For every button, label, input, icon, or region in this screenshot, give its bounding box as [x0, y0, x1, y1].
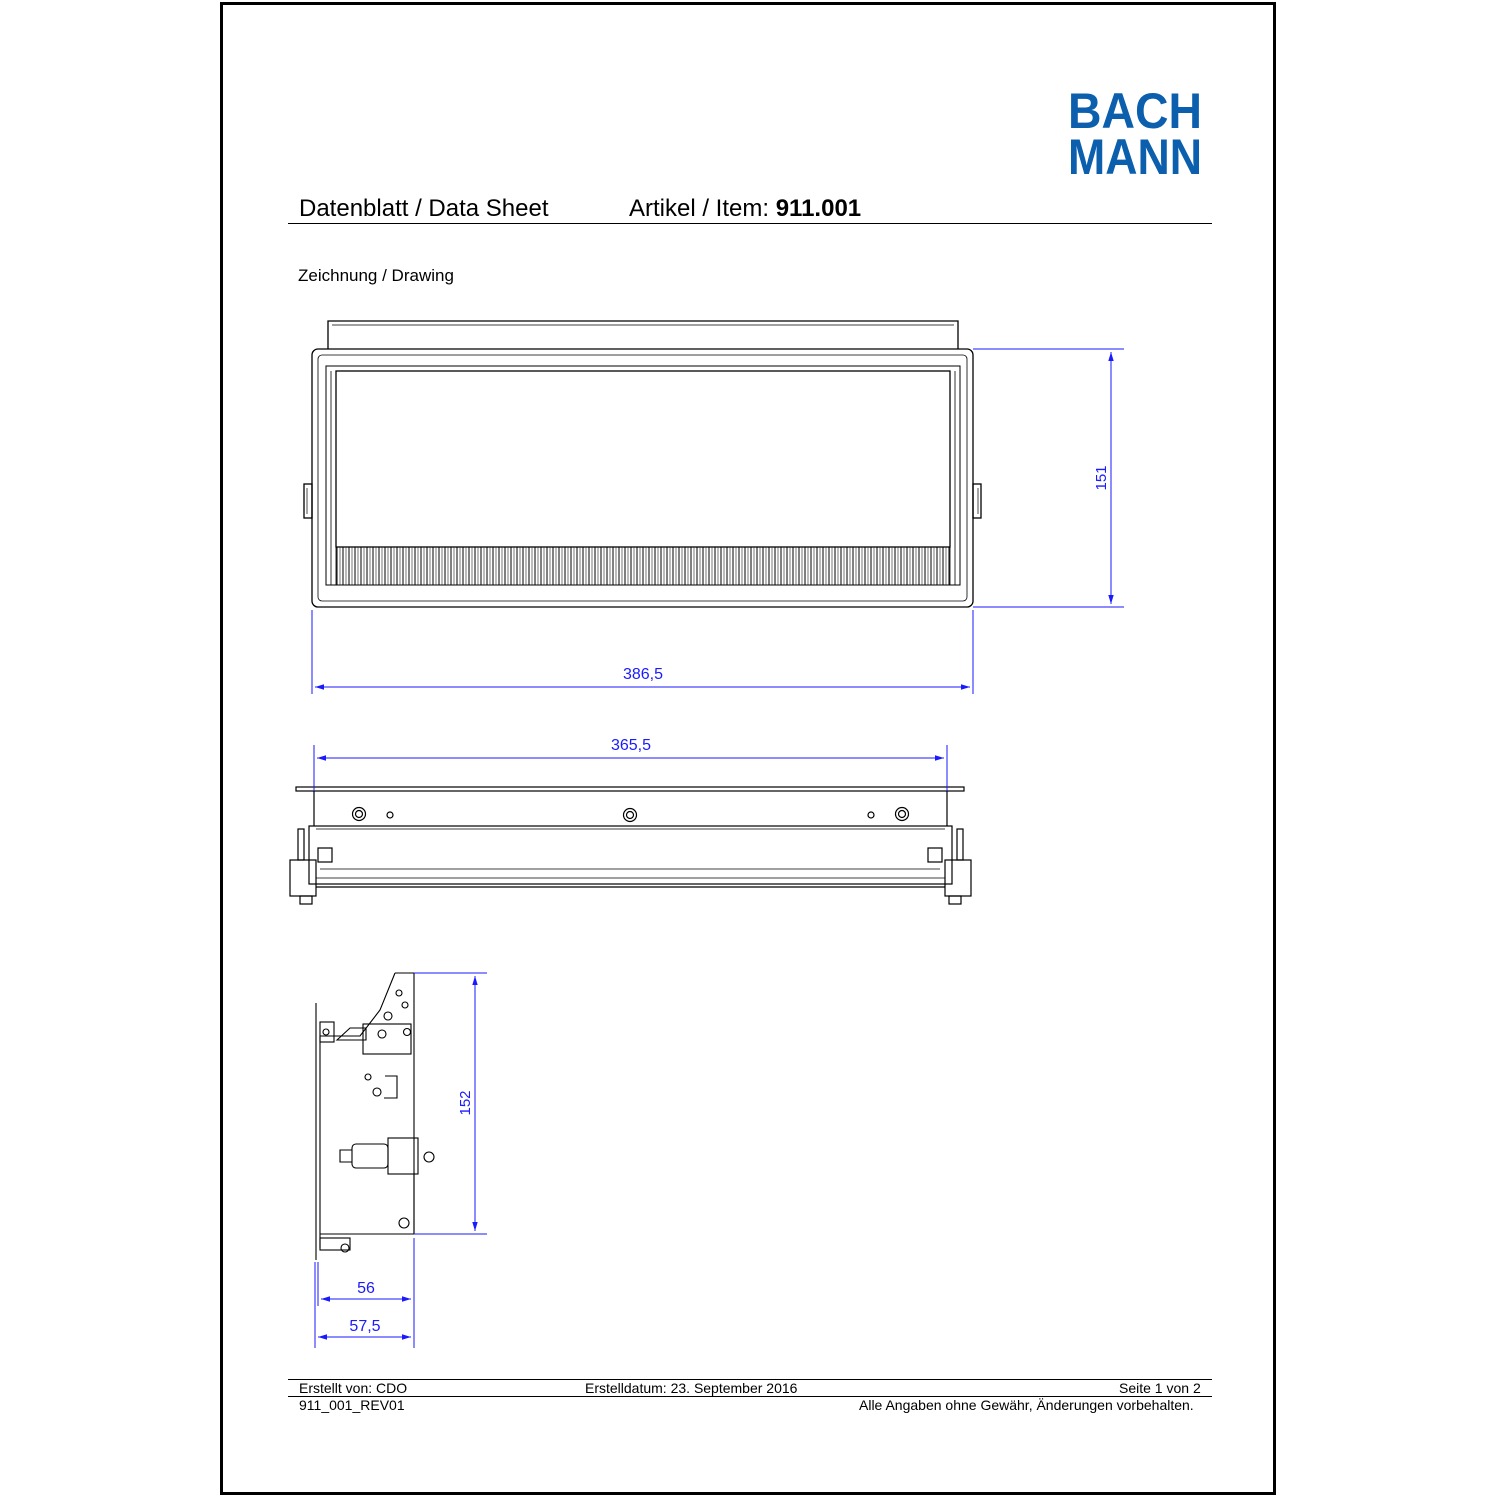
- svg-text:BACH: BACH: [1068, 86, 1202, 139]
- created-date: Erstelldatum: 23. September 2016: [585, 1380, 798, 1396]
- revision: 911_001_REV01: [299, 1397, 405, 1413]
- top-view: [304, 321, 981, 607]
- disclaimer: Alle Angaben ohne Gewähr, Änderungen vorbehalten.: [859, 1397, 1194, 1413]
- document-title: Datenblatt / Data Sheet: [299, 195, 549, 222]
- side-view: [316, 973, 434, 1260]
- dimension-label-386-5: 386,5: [622, 666, 664, 683]
- created-by: Erstellt von: CDO: [299, 1380, 408, 1396]
- front-view: [290, 787, 971, 904]
- dimension-label-57-5: 57,5: [349, 1318, 381, 1335]
- item-number: 911.001: [775, 195, 862, 222]
- dimension-label-152: 152: [457, 1090, 474, 1116]
- dimension-label-151: 151: [1093, 465, 1110, 491]
- page-number: Seite 1 von 2: [1119, 1380, 1201, 1396]
- dimension-label-365-5: 365,5: [610, 737, 652, 754]
- svg-text:MANN: MANN: [1068, 129, 1202, 178]
- dimension-label-56: 56: [357, 1280, 375, 1297]
- item-label: Artikel / Item:: [629, 195, 776, 222]
- section-heading: Zeichnung / Drawing: [298, 266, 454, 285]
